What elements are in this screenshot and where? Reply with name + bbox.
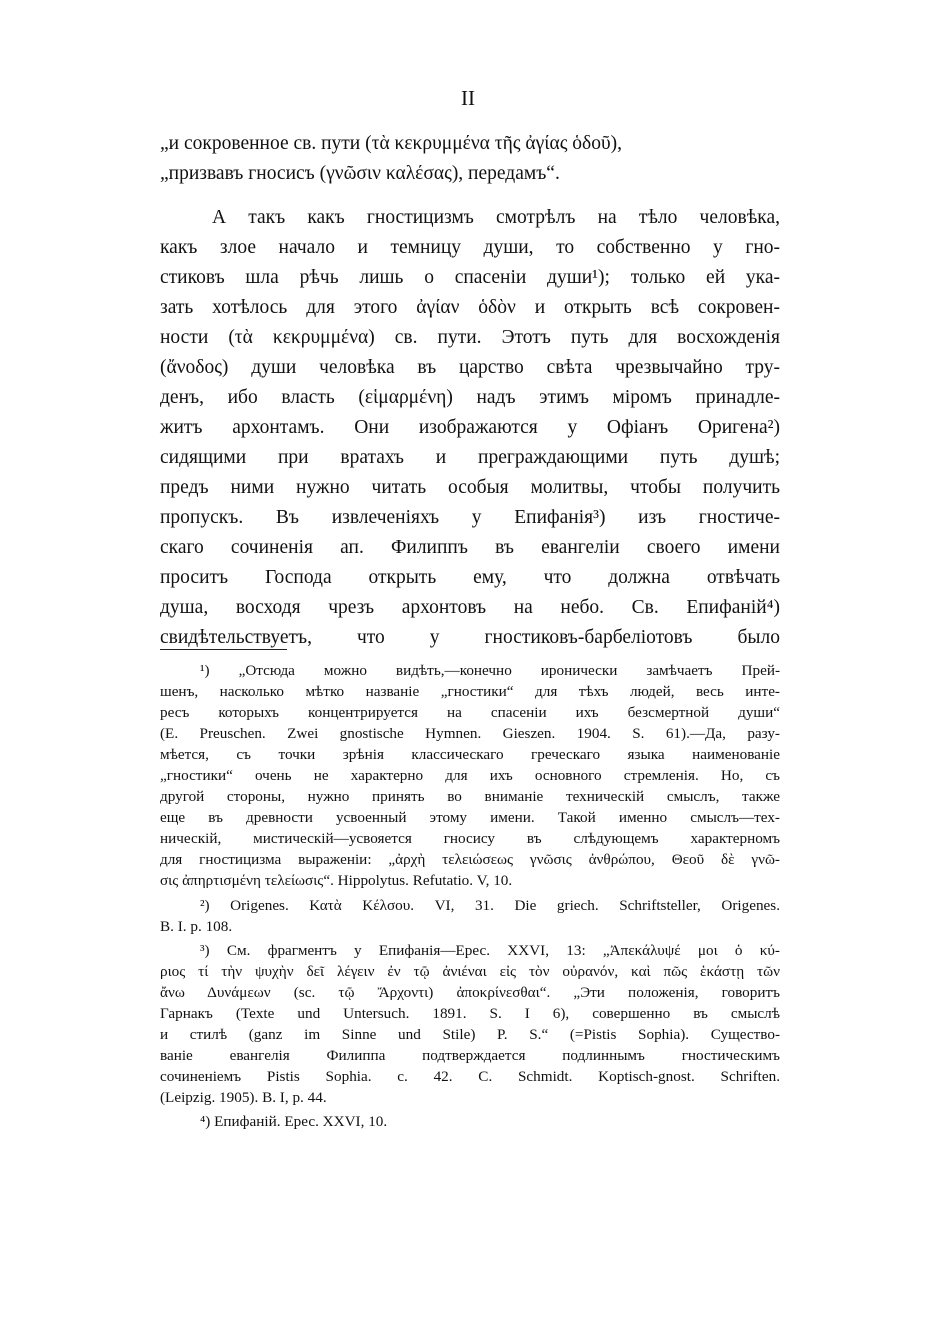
- text-line: пропускъ. Въ извлеченіяхъ у Епифанія³) изъ гностиче-: [160, 507, 780, 528]
- text-line: (ἄνοδος) души человѣка въ царство свѣта чрезвычайно тру-: [160, 357, 780, 378]
- text-line: стиковъ шла рѣчь лишь о спасеніи души¹); только ей ука-: [160, 267, 780, 288]
- text-line: какъ злое начало и темницу души, то собственно у гно-: [160, 237, 780, 258]
- footnote-line: ¹) „Отсюда можно видѣть,—конечно иронически замѣчаетъ Прей-: [200, 662, 780, 679]
- footnote-line: (Leipzig. 1905). B. I, p. 44.: [160, 1089, 327, 1106]
- footnote-line: ²) Origenes. Κατὰ Κέλσου. VI, 31. Die griech. Schriftsteller, Origenes.: [200, 897, 780, 914]
- footnote-line: еще въ древности усвоенный этому имени. Такой именно смыслъ—тех-: [160, 809, 780, 826]
- footnote-line: мѣется, съ точки зрѣнія классическаго греческаго языка наименованіе: [160, 746, 780, 763]
- footnote-line: сочиненіемъ Pistis Sophia. c. 42. C. Schmidt. Koptisch-gnost. Schriften.: [160, 1068, 780, 1085]
- footnote-line: ническій, мистическій—усвояется гносису въ слѣдующемъ характерномъ: [160, 830, 780, 847]
- text-line: ности (τὰ κεκρυμμένα) св. пути. Этотъ путь для восхожденія: [160, 327, 780, 348]
- footnote-line: шенъ, насколько мѣтко названіе „гностики“ для тѣхъ людей, весь инте-: [160, 683, 780, 700]
- footnote-line: ресъ которыхъ концентрируется на спасеніи ихъ безсмертной души“: [160, 704, 780, 721]
- text-line: житъ архонтамъ. Они изображаются у Офіанъ Оригена²): [160, 417, 780, 438]
- footnote-separator: [160, 649, 287, 650]
- footnote-line: ριος τί τὴν ψυχὴν δεῖ λέγειν ἐν τῷ ἀνιέναι εἰς τὸν οὐρανόν, καὶ πῶς ἑκάστῃ τῶν: [160, 963, 780, 980]
- page-number: II: [461, 86, 475, 110]
- footnote-line: „гностики“ очень не характерно для ихъ основного стремленія. Но, съ: [160, 767, 780, 784]
- footnote-line: ⁴) Епифаній. Ерес. XXVI, 10.: [200, 1113, 388, 1130]
- text-line: „призвавъ гносисъ (γνῶσιν καλέσας), передамъ“.: [160, 163, 560, 184]
- text-line: предъ ними нужно читать особыя молитвы, чтобы получить: [160, 477, 780, 498]
- footnote-line: σις ἀπηρτισμένη τελείωσις“. Hippolytus. Refutatio. V, 10.: [160, 872, 513, 889]
- text-line: скаго сочиненія ап. Филиппъ въ евангеліи своего имени: [160, 537, 780, 558]
- footnote-line: ваніе евангелія Филиппа подтверждается подлиннымъ гностическимъ: [160, 1047, 780, 1064]
- text-line: денъ, ибо власть (εἱμαρμένη) надъ этимъ міромъ принадле-: [160, 387, 780, 408]
- text-line: „и сокровенное св. пути (τὰ κεκρυμμένα τῆς ἀγίας ὁδοῦ),: [160, 133, 623, 154]
- footnote-line: и стилѣ (ganz im Sinne und Stile) P. S.“ (=Pistis Sophia). Существо-: [160, 1026, 780, 1043]
- footnote-line: Гарнакъ (Texte und Untersuch. 1891. S. I 6), совершенно въ смыслѣ: [160, 1005, 780, 1022]
- footnote-line: для гностицизма выраженіи: „ἀρχὴ τελειώσεως γνῶσις ἀνθρώπου, Θεοῦ δὲ γνῶ-: [160, 851, 780, 868]
- footnote-line: другой стороны, нужно принять во вниманіе техническій смыслъ, также: [160, 788, 780, 805]
- footnote-line: (E. Preuschen. Zwei gnostische Hymnen. Gieszen. 1904. S. 61).—Да, разу-: [160, 725, 780, 742]
- text-line: проситъ Господа открыть ему, что должна отвѣчать: [160, 567, 780, 588]
- text-line: сидящими при вратахъ и преграждающими путь душѣ;: [160, 447, 780, 468]
- text-line: душа, восходя чрезъ архонтовъ на небо. Св. Епифаній⁴): [160, 597, 780, 618]
- footnote-line: ³) См. фрагментъ у Епифанія—Ерес. XXVI, 13: „Ἀπεκάλυψέ μοι ὁ κύ-: [200, 942, 780, 959]
- footnote-line: B. I. p. 108.: [160, 918, 233, 935]
- footnote-line: ἄνω Δυνάμεων (sc. τῷ Ἄρχοντι) ἀποκρίνεσθαι“. „Эти положенія, говоритъ: [160, 984, 780, 1001]
- text-line: зать хотѣлось для этого ἀγίαν ὁδὸν и открыть всѣ сокровен-: [160, 297, 780, 318]
- text-line: свидѣтельствуетъ, что у гностиковъ-барбеліотовъ было: [160, 627, 780, 648]
- text-line: А такъ какъ гностицизмъ смотрѣлъ на тѣло человѣка,: [212, 207, 780, 228]
